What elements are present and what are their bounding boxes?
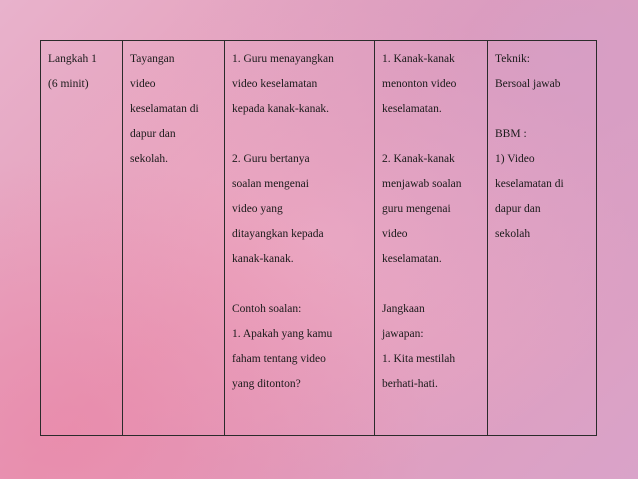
cell-line: Contoh soalan: [232, 303, 302, 315]
cell-line: video keselamatan [232, 78, 318, 90]
cell-line: 1) Video [495, 153, 535, 165]
cell-line: keselamatan. [382, 103, 442, 115]
cell-line: video [382, 228, 408, 240]
cell-line: Jangkaan [382, 303, 425, 315]
cell-line: dapur dan [130, 128, 176, 140]
cell-line: yang ditonton? [232, 378, 301, 390]
cell-line: jawapan: [382, 328, 424, 340]
cell-line [382, 122, 481, 147]
cell-line: dapur dan [495, 203, 541, 215]
cell-line: keselamatan di [130, 103, 199, 115]
lesson-plan-table [40, 40, 597, 436]
cell-line: faham tentang video [232, 353, 326, 365]
cell-line: menonton video [382, 78, 457, 90]
cell-line: soalan mengenai [232, 178, 309, 190]
cell-line: keselamatan. [382, 253, 442, 265]
cell-line: Bersoal jawab [495, 78, 561, 90]
cell-line: kanak-kanak. [232, 253, 294, 265]
step-cell [41, 41, 123, 436]
cell-line: kepada kanak-kanak. [232, 103, 330, 115]
cell-line: ditayangkan kepada [232, 228, 324, 240]
cell-line: 1. Kanak-kanak [382, 53, 455, 65]
cell-line: Langkah 1 [48, 53, 97, 65]
cell-line [232, 272, 368, 297]
cell-line: 1. Apakah yang kamu [232, 328, 333, 340]
cell-line: 2. Kanak-kanak [382, 153, 455, 165]
table-row [41, 41, 597, 436]
cell-line: video yang [232, 203, 283, 215]
cell-line [382, 272, 481, 297]
cell-line [495, 97, 590, 122]
activity-cell [123, 41, 225, 436]
notes-cell [488, 41, 597, 436]
cell-line: 1. Kita mestilah [382, 353, 456, 365]
cell-line: Teknik: [495, 53, 530, 65]
cell-line: (6 minit) [48, 78, 89, 90]
teacher-activity-cell [225, 41, 375, 436]
cell-line: sekolah. [130, 153, 169, 165]
cell-line: berhati-hati. [382, 378, 438, 390]
cell-line: video [130, 78, 156, 90]
cell-line: 2. Guru bertanya [232, 153, 310, 165]
cell-line: BBM : [495, 128, 527, 140]
cell-line: 1. Guru menayangkan [232, 53, 334, 65]
cell-line: Tayangan [130, 53, 175, 65]
cell-line: menjawab soalan [382, 178, 462, 190]
cell-line [232, 122, 368, 147]
cell-line: guru mengenai [382, 203, 451, 215]
cell-line: keselamatan di [495, 178, 564, 190]
cell-line: sekolah [495, 228, 531, 240]
student-activity-cell [375, 41, 488, 436]
